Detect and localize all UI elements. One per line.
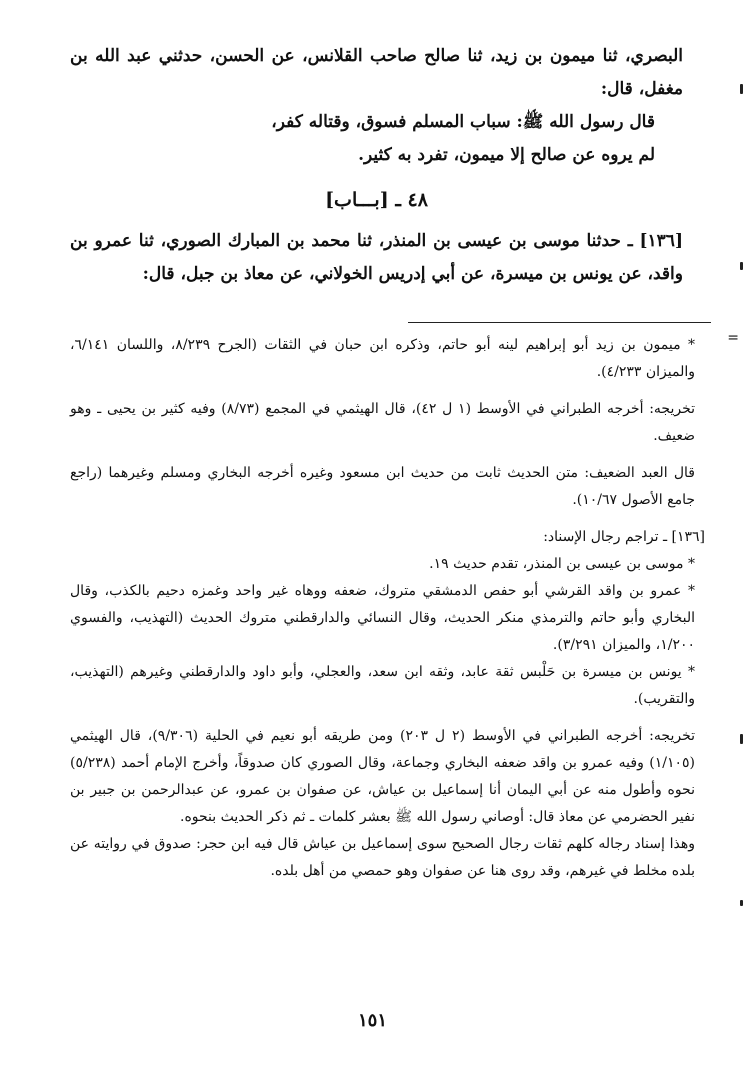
note-takhrij-2: تخريجه: أخرجه الطبراني في الأوسط (٢ ل ٢٠٣) ومن طريقه أبو نعيم في الحلية (٩/٣٠٦)، قال الهيثمي (١/١٠٥) وفيه عمرو بن واقد ضعفه البخاري وجماعة، وقال الصوري كان صدوقاً، وأخرج الإمام أحمد (٥/٢٣٨) نحوه وأطول منه عن أبي اليمان أنا إسماعيل بن عياش، عن صفوان بن عمرو، عن عبدالرحمن بن جبير بن نفير الحضرمي عن معاذ قال: أوصاني رسول الله ﷺ بعشر كلمات ـ ثم ذكر الحديث بنحوه. bbox=[70, 728, 695, 825]
edge-mark bbox=[740, 900, 743, 906]
footnote-separator bbox=[408, 322, 711, 323]
note-author-comment: قال العبد الضعيف: متن الحديث ثابت من حديث ابن مسعود وغيره أخرجه البخاري ومسلم وغيرهما (راجع جامع الأصول ١٠/٦٧). bbox=[70, 465, 695, 508]
note-narrator-musa: * موسى بن عيسى بن المنذر، تقدم حديث ١٩. bbox=[429, 556, 695, 572]
main-paragraph-2: [١٣٦] ـ حدثنا موسى بن عيسى بن المنذر، ثنا محمد بن المبارك الصوري، ثنا عمرو بن واقد، عن يونس بن ميسرة، عن أبي إدريس الخولاني، عن معاذ بن جبل، قال: bbox=[70, 231, 683, 284]
main-text bbox=[70, 40, 683, 291]
note-takhrij-1: تخريجه: أخرجه الطبراني في الأوسط (١ ل ٤٢)، قال الهيثمي في المجمع (٨/٧٣) وفيه كثير بن يحيى ـ وهو ضعيف. bbox=[70, 401, 696, 444]
chapter-heading: ٤٨ ـ [بـــاب] bbox=[325, 189, 428, 211]
note-narrator-maymun: * ميمون بن زيد أبو إبراهيم لينه أبو حاتم، وذكره ابن حبان في الثقات (الجرح ٨/٢٣٩، واللسان ٦/١٤١، والميزان ٤/٢٣٣). bbox=[70, 337, 695, 380]
note-136-heading: [١٣٦] ـ تراجم رجال الإسناد: bbox=[543, 529, 705, 545]
margin-mark: = bbox=[727, 330, 739, 346]
hadith-remark: لم يروه عن صالح إلا ميمون، تفرد به كثير. bbox=[358, 145, 655, 165]
note-narrator-amr: * عمرو بن واقد القرشي أبو حفص الدمشقي متروك، ضعفه ووهاه غير واحد وغمزه دحيم بالكذب، وقال البخاري وأبو حاتم والترمذي منكر الحديث، وقال النسائي والدارقطني متروك الحديث (التهذيب، والفسوي ١/٢٠٠، والميزان ٣/٢٩١). bbox=[70, 583, 695, 653]
edge-mark bbox=[740, 84, 743, 94]
hadith-text: قال رسول الله ﷺ: سباب المسلم فسوق، وقتاله كفر، bbox=[271, 112, 655, 132]
note-isnad-assessment: وهذا إسناد رجاله كلهم ثقات رجال الصحيح سوى إسماعيل بن عياش قال فيه ابن حجر: صدوق في روايته عن بلده مخلط في غيرهم، وقد روى هنا عن صفوان وهو حمصي من أهل بلده. bbox=[70, 836, 695, 879]
edge-mark bbox=[740, 734, 743, 744]
edge-mark bbox=[740, 262, 743, 270]
footnotes bbox=[70, 332, 705, 885]
page-number: ١٥١ bbox=[357, 1010, 387, 1031]
note-narrator-yunus: * يونس بن ميسرة بن حَلْبس ثقة عابد، وثقه ابن سعد، والعجلي، وأبو داود والدارقطني وغيرهم (التهذيب، والتقريب). bbox=[70, 664, 695, 707]
main-paragraph-1: البصري، ثنا ميمون بن زيد، ثنا صالح صاحب القلانس، عن الحسن، حدثني عبد الله بن مغفل، قال: bbox=[70, 46, 683, 99]
